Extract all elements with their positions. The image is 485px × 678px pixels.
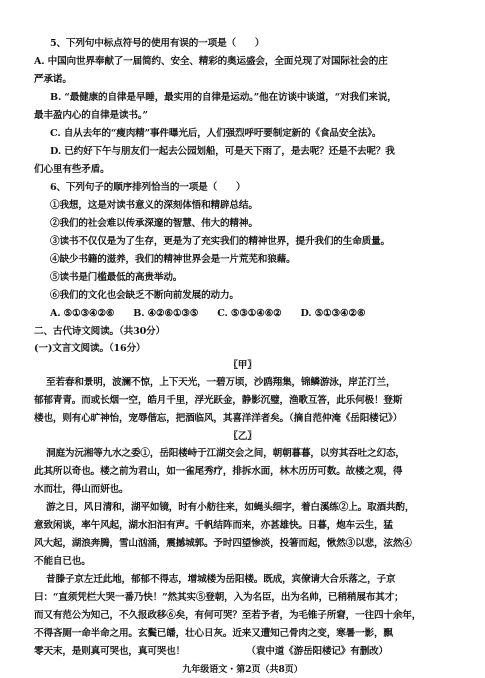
passage-yi-line-6: 风大起，湖浪奔腾，雪山汹涌，震撼城郭。予时四望惨淡，投箸而起，愀然③以悲，泫然④ <box>34 538 412 549</box>
q6-sentence-2: ②我们的社会难以传承深邃的智慧、伟大的精神。 <box>50 218 258 229</box>
passage-yi-line-8: 昔滕子京左迁此地，郁郁不得志，增城楼为岳阳楼。既成，宾僚请大合乐落之，子京 <box>46 574 396 585</box>
passage-yi-line-7: 不能自已也。 <box>34 556 91 567</box>
q5-option-a-cont: 严承诺。 <box>34 74 72 85</box>
passage-yi-line-3: 水而壮，得山而妍也。 <box>34 484 129 495</box>
q6-sentence-1: ①我想，这是对读书意义的深刻体悟和精辟总结。 <box>50 200 258 211</box>
question-5-stem: 5、下列句中标点符号的使用有误的一项是（ ） <box>50 38 265 49</box>
passage-yi-line-12: 零天末，是则真可哭也，真可哭也！ （袁中道《游岳阳楼记》有删改） <box>34 646 389 657</box>
passage-yi-line-2: 此其所以奇也。楼之前为君山，如一雀尾秀疗，排拆水面，林木历历可数。故楼之观，得 <box>34 466 403 477</box>
passage-yi-line-5: 意致闲谈，率午风起，湖水汩汩有声。千帆结阵而来，亦甚雄快。日暮，炮车云生，猛 <box>34 520 393 531</box>
q5-option-d: D. 已约好下午与朋友们一起去公园划船，可是天下雨了，是去呢？还是不去呢？我 <box>50 146 395 157</box>
passage-jia-label: 〖甲〗 <box>228 360 257 371</box>
passage-yi-line-1: 洞庭为沅湘等九水之委①，岳阳楼峙于江湖交会之间，朝朝暮暮，以穷其吞吐之幻态， <box>46 448 405 459</box>
q5-option-b: B. “最健康的自律是早睡，最实用的自律是运动。”他在访谈中谈道，“对我们来说， <box>50 92 397 103</box>
q5-option-b-cont: 最丰盈内心的自律是读书。” <box>34 110 148 121</box>
passage-yi-line-9: 曰：“直须凭栏大哭一番乃快！”然其实⑤登朝，入为名臣，出为名帅，已稍稍展布其才； <box>34 592 404 603</box>
passage-yi-label: 〖乙〗 <box>228 431 257 442</box>
q5-option-a: A. 中国向世界奉献了一届简约、安全、精彩的奥运盛会，全面兑现了对国际社会的庄 <box>34 56 388 67</box>
page-footer: 九年级语文・第2页（共8页） <box>182 665 303 675</box>
q6-sentence-6: ⑥我们的文化也会缺乏不断向前发展的动力。 <box>50 290 239 301</box>
passage-yi-line-11: 不得吝厕一命半命之用。玄鬓已皤，壮心日灰。近来又遭知己骨肉之变，寒暑一影，飘 <box>34 628 393 639</box>
q6-sentence-3: ③读书不仅仅是为了生存，更是为了充实我们的精神世界，提升我们的生命质量。 <box>50 236 390 247</box>
passage-jia-line-2: 郁郁青青。而或长烟一空，皓月千里，浮光跃金，静影沉璧，渔歌互答，此乐何极！登斯 <box>34 395 403 406</box>
q6-sentence-4: ④缺少书籍的滋养，我们的精神世界会是一片荒芜和狼藉。 <box>50 254 296 265</box>
question-6-stem: 6、下列句子的顺序排列恰当的一项是（ ） <box>50 182 246 193</box>
passage-yi-line-10: 而又有范公为知己，不久报政移⑥矣，有何可哭？至若予者，为毛锥子所窘，一往四十余年， <box>34 610 422 621</box>
passage-jia-line-3: 楼也，则有心旷神怡，宠辱偕忘，把酒临风，其喜洋洋者矣。（摘自范仲淹《岳阳楼记》） <box>34 413 403 424</box>
q5-option-c: C. 自从去年的“瘦肉精”事件曝光后，人们强烈呼吁要制定新的《食品安全法》。 <box>50 128 382 139</box>
q6-options: A. ⑤①③④②⑥ B. ④②⑥①③⑤ C. ⑤③①④⑥② D. ⑤①③④②⑥ <box>50 308 366 319</box>
q6-sentence-5: ⑤读书是门槛最低的高贵举动。 <box>50 272 183 283</box>
passage-jia-line-1: 至若春和景明，波澜不惊，上下天光，一碧万顷，沙鸥翔集，锦鳞游泳，岸芷汀兰， <box>46 377 396 388</box>
subsection-heading: (一)文言文阅读。（16分） <box>34 343 146 354</box>
section-2-heading: 二、古代诗文阅读。（共30分） <box>34 326 166 337</box>
q5-option-d-cont: 们心里有些矛盾。 <box>34 164 110 175</box>
passage-yi-line-4: 游之日，风日清和，湖平如镜，时有小舫往来，如蝇头细字，着白溪练②上。取酒共酌， <box>46 502 415 513</box>
